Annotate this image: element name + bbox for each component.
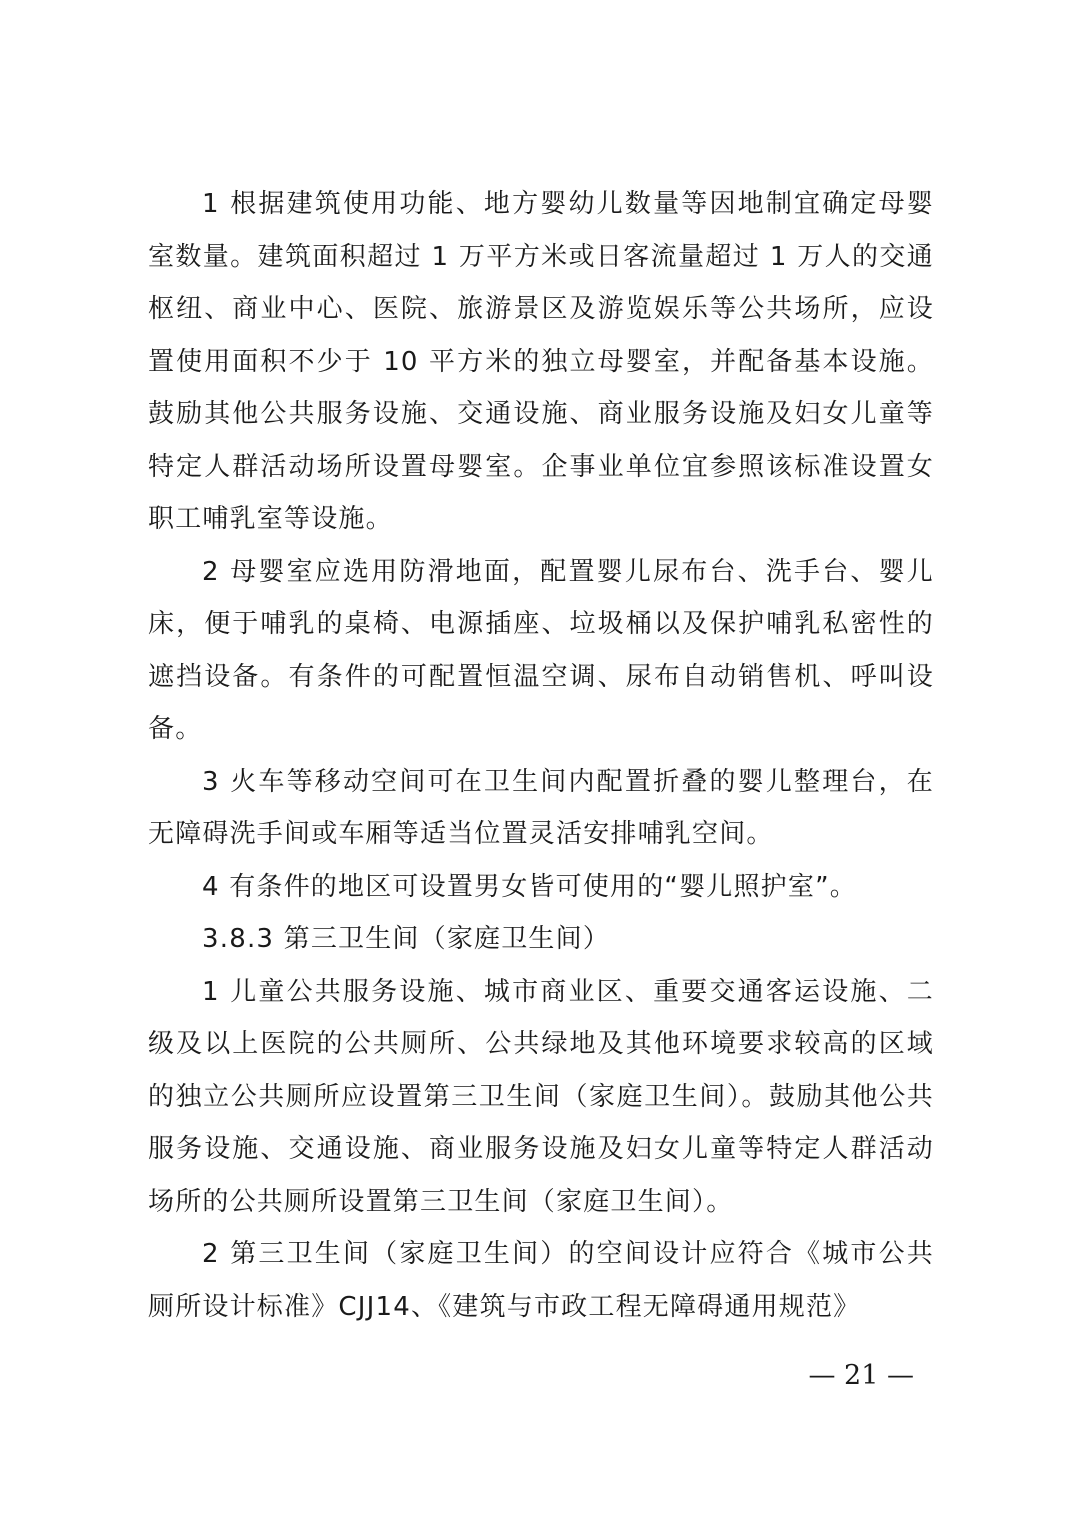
paragraph-third-restroom-locations: 1 儿童公共服务设施、城市商业区、重要交通客运设施、二级及以上医院的公共厕所、公共绿地及其他环境要求较高的区域的独立公共厕所应设置第三卫生间（家庭卫生间）。鼓励其他公共服务设施、交通设施、商业服务设施及妇女儿童等特定人群活动场所的公共厕所设置第三卫生间（家庭卫生间）。	[148, 976, 934, 1217]
paragraph-baby-care-room: 4 有条件的地区可设置男女皆可使用的“婴儿照护室”。	[202, 871, 857, 902]
paragraph-nursing-room-facilities: 2 母婴室应选用防滑地面，配置婴儿尿布台、洗手台、婴儿床，便于哺乳的桌椅、电源插座、垃圾桶以及保护哺乳私密性的遮挡设备。有条件的可配置恒温空调、尿布自动销售机、呼叫设备。	[148, 556, 934, 744]
paragraph-third-restroom-design: 2 第三卫生间（家庭卫生间）的空间设计应符合《城市公共厕所设计标准》CJJ14、《建筑与市政工程无障碍通用规范》	[148, 1239, 934, 1322]
page-number: — 21 —	[808, 1360, 914, 1391]
body-text	[148, 178, 934, 1333]
section-heading-third-restroom: 3.8.3 第三卫生间（家庭卫生间）	[202, 924, 611, 954]
paragraph-nursing-room-quantity: 1 根据建筑使用功能、地方婴幼儿数量等因地制宜确定母婴室数量。建筑面积超过 1 万平方米或日客流量超过 1 万人的交通枢纽、商业中心、医院、旅游景区及游览娱乐等公共场所，应设置使用面积不少于 10 平方米的独立母婴室，并配备基本设施。鼓励其他公共服务设施、交通设施、商业服务设施及妇女儿童等特定人群活动场所设置母婴室。企事业单位宜参照该标准设置女职工哺乳室等设施。	[148, 189, 934, 534]
paragraph-mobile-space: 3 火车等移动空间可在卫生间内配置折叠的婴儿整理台，在无障碍洗手间或车厢等适当位置灵活安排哺乳空间。	[148, 766, 934, 849]
